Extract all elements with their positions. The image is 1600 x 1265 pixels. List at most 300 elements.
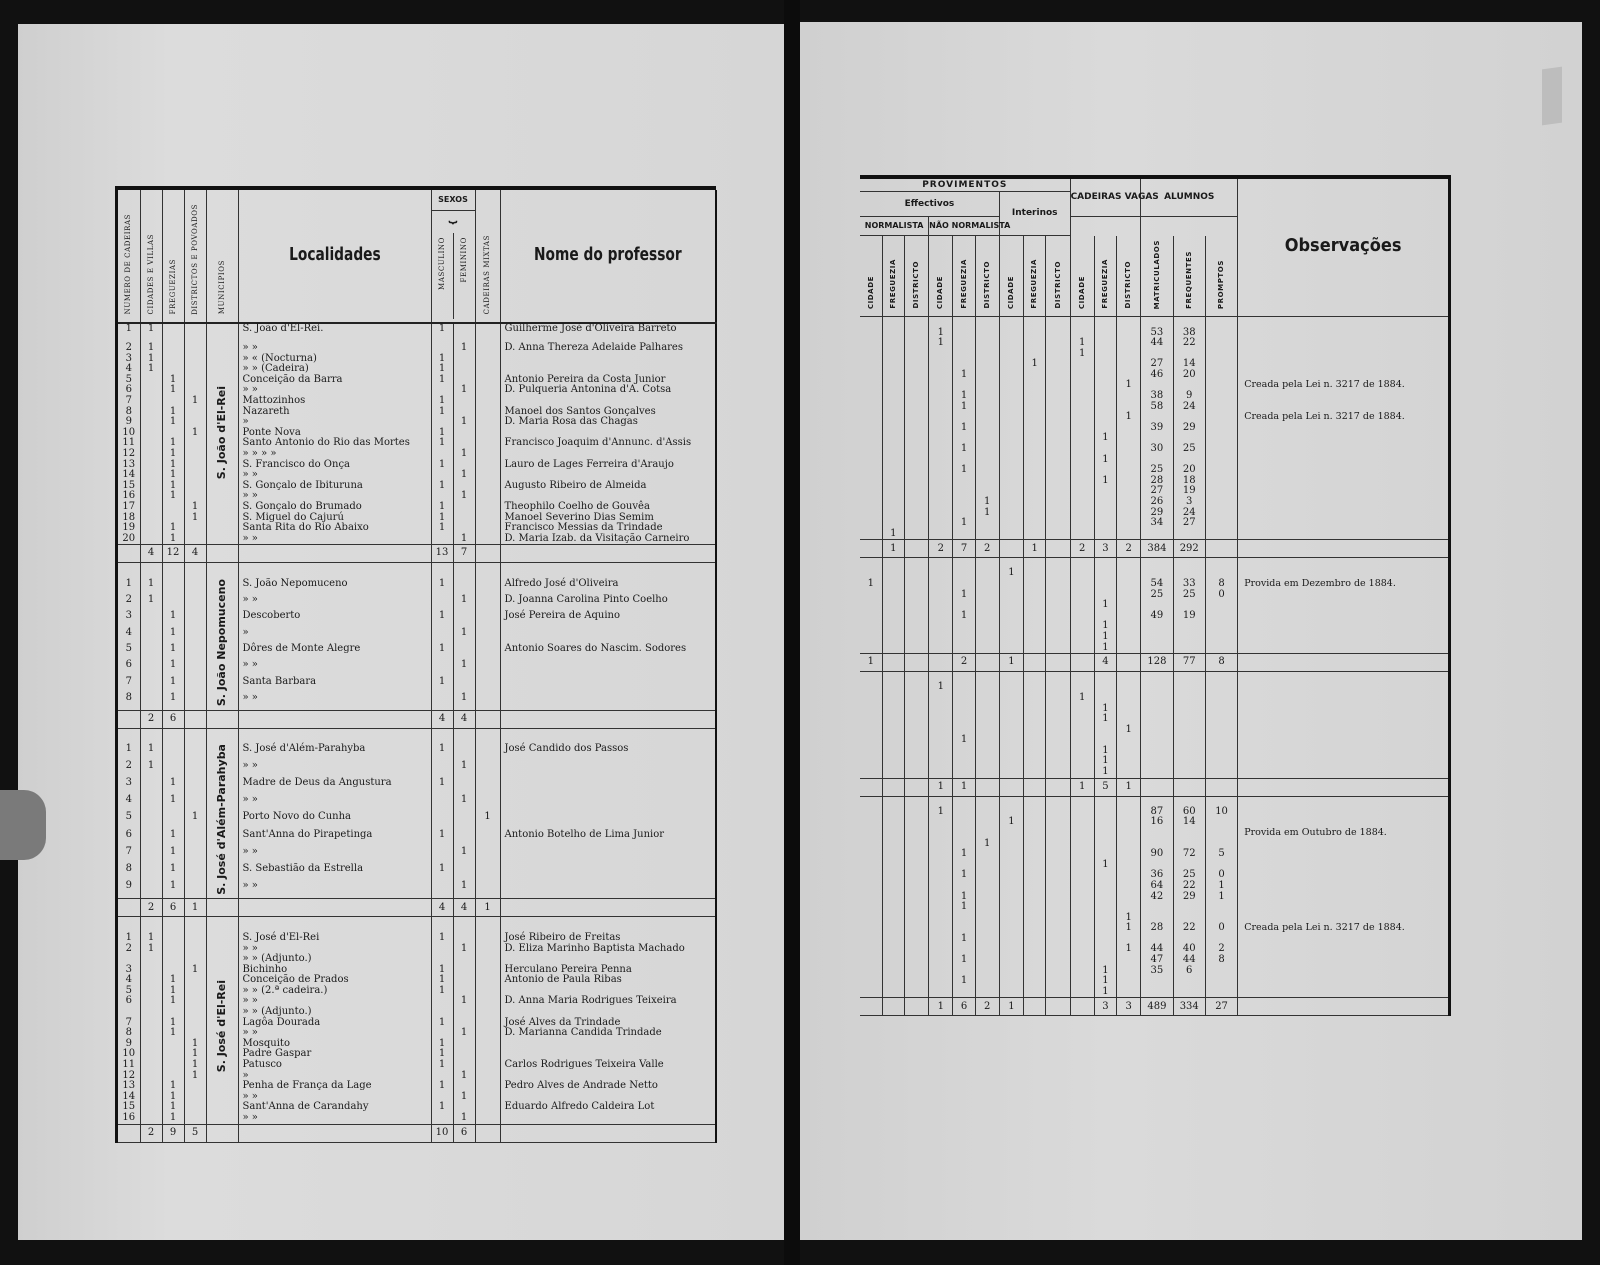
- count-cell: [1117, 621, 1141, 632]
- table-row: [860, 529, 1448, 540]
- count-cell: 1: [1117, 725, 1141, 736]
- cadeira-number: 14: [118, 1092, 140, 1103]
- count-cell: [1173, 746, 1205, 757]
- count-cell: 1: [953, 590, 975, 601]
- masculino-count: 1: [431, 354, 453, 365]
- count-cell: [860, 746, 882, 757]
- districto-count: [184, 523, 206, 534]
- count-cell: [882, 767, 904, 778]
- localidade-name: » » » »: [238, 449, 431, 460]
- count-cell: [1070, 934, 1094, 945]
- count-cell: 1: [999, 568, 1023, 579]
- count-cell: 36: [1141, 870, 1173, 881]
- group-total: [860, 540, 882, 558]
- count-cell: [1070, 987, 1094, 998]
- subheader-freguezia: FREGUEZIA: [889, 259, 898, 309]
- count-cell: 1: [953, 892, 975, 903]
- count-cell: [1046, 568, 1070, 579]
- professor-name: [500, 812, 716, 829]
- masculino-count: 1: [431, 579, 453, 595]
- count-cell: [1205, 976, 1237, 987]
- count-cell: [1024, 412, 1046, 423]
- count-cell: [882, 955, 904, 966]
- localidade-name: » »: [238, 595, 431, 611]
- cidade-count: 1: [140, 933, 162, 944]
- count-cell: [860, 704, 882, 715]
- count-cell: [1117, 955, 1141, 966]
- count-cell: [1046, 923, 1070, 934]
- count-cell: 27: [1141, 359, 1173, 370]
- group-total: 489: [1141, 998, 1173, 1016]
- freguezia-count: [162, 323, 184, 343]
- count-cell: [1205, 902, 1237, 913]
- observacao-note: [1238, 714, 1448, 725]
- count-cell: [975, 817, 999, 828]
- group-total: 3: [1094, 540, 1116, 558]
- count-cell: [860, 621, 882, 632]
- count-cell: [1117, 590, 1141, 601]
- count-cell: [904, 391, 928, 402]
- count-cell: [1046, 643, 1070, 654]
- count-cell: [1046, 579, 1070, 590]
- observacao-note: [1238, 444, 1448, 455]
- count-cell: [904, 621, 928, 632]
- professor-name: [500, 795, 716, 812]
- count-cell: 1: [975, 508, 999, 519]
- freguezia-count: 1: [162, 975, 184, 986]
- group-total: 1: [860, 654, 882, 672]
- masculino-count: [431, 1113, 453, 1124]
- group-total: [882, 778, 904, 796]
- cidade-count: [140, 1049, 162, 1060]
- header-provimentos: PROVIMENTOS: [860, 179, 1070, 192]
- masculino-count: 1: [431, 428, 453, 439]
- cidade-count: [140, 1060, 162, 1071]
- count-cell: [1046, 913, 1070, 924]
- feminino-count: [453, 1039, 475, 1050]
- count-cell: [1173, 643, 1205, 654]
- districto-count: [184, 323, 206, 343]
- mixta-count: [475, 1007, 500, 1018]
- count-cell: [1024, 590, 1046, 601]
- observacao-note: [1238, 849, 1448, 860]
- feminino-count: 1: [453, 417, 475, 428]
- count-cell: [860, 486, 882, 497]
- count-cell: 29: [1173, 423, 1205, 434]
- count-cell: [953, 643, 975, 654]
- freguezia-count: 1: [162, 830, 184, 847]
- count-cell: [953, 881, 975, 892]
- count-cell: [953, 767, 975, 778]
- count-cell: [999, 704, 1023, 715]
- freguezia-count: 1: [162, 385, 184, 396]
- group-total: 2: [1117, 540, 1141, 558]
- professor-name: [500, 1113, 716, 1124]
- count-cell: [1024, 568, 1046, 579]
- count-cell: [929, 380, 953, 391]
- count-cell: [860, 380, 882, 391]
- masculino-count: 1: [431, 864, 453, 881]
- count-cell: [1173, 529, 1205, 540]
- count-cell: [1094, 870, 1116, 881]
- count-cell: [1205, 756, 1237, 767]
- districto-count: [184, 579, 206, 595]
- count-cell: 29: [1173, 892, 1205, 903]
- count-cell: [929, 944, 953, 955]
- mixta-count: [475, 944, 500, 955]
- cidade-count: [140, 693, 162, 710]
- count-cell: [929, 412, 953, 423]
- count-cell: [999, 621, 1023, 632]
- cadeira-number: 7: [118, 1018, 140, 1029]
- group-total: 12: [162, 545, 184, 563]
- count-cell: 1: [1094, 632, 1116, 643]
- count-cell: 1: [1117, 923, 1141, 934]
- count-cell: [975, 746, 999, 757]
- count-cell: [1094, 881, 1116, 892]
- count-cell: 1: [953, 955, 975, 966]
- count-cell: [999, 590, 1023, 601]
- group-total: 3: [1094, 998, 1116, 1016]
- count-cell: [1117, 391, 1141, 402]
- count-cell: [929, 817, 953, 828]
- professor-name: [500, 693, 716, 710]
- count-cell: [882, 579, 904, 590]
- count-cell: 1: [953, 976, 975, 987]
- table-row: [860, 892, 1448, 903]
- count-cell: [1205, 328, 1237, 339]
- count-cell: [860, 433, 882, 444]
- professor-name: D. Joanna Carolina Pinto Coelho: [500, 595, 716, 611]
- mixta-count: [475, 864, 500, 881]
- count-cell: [904, 359, 928, 370]
- group-total: 77: [1173, 654, 1205, 672]
- count-cell: [1046, 944, 1070, 955]
- count-cell: [1117, 579, 1141, 590]
- cadeira-number: 8: [118, 864, 140, 881]
- count-cell: [975, 391, 999, 402]
- count-cell: [882, 870, 904, 881]
- count-cell: [999, 870, 1023, 881]
- count-cell: [882, 735, 904, 746]
- districto-count: [184, 944, 206, 955]
- count-cell: [975, 913, 999, 924]
- count-cell: [882, 892, 904, 903]
- group-total: 292: [1173, 540, 1205, 558]
- count-cell: [860, 444, 882, 455]
- feminino-count: 1: [453, 628, 475, 644]
- count-cell: [882, 860, 904, 871]
- count-cell: [975, 380, 999, 391]
- header-nao-normalista: NÃO NORMALISTA: [929, 217, 1000, 236]
- count-cell: [999, 508, 1023, 519]
- group-total: [500, 1124, 716, 1142]
- count-cell: [904, 714, 928, 725]
- table-row: [860, 632, 1448, 643]
- freguezia-count: 1: [162, 438, 184, 449]
- count-cell: [929, 590, 953, 601]
- count-cell: [1070, 412, 1094, 423]
- count-cell: [882, 693, 904, 704]
- count-cell: [1173, 632, 1205, 643]
- professor-name: Manoel dos Santos Gonçalves: [500, 407, 716, 418]
- observacao-note: [1238, 433, 1448, 444]
- count-cell: [1024, 870, 1046, 881]
- count-cell: 1: [953, 518, 975, 529]
- count-cell: [860, 338, 882, 349]
- observacao-note: [1238, 756, 1448, 767]
- mixta-count: [475, 1092, 500, 1103]
- group-total: 6: [162, 899, 184, 917]
- count-cell: [882, 756, 904, 767]
- count-cell: [1205, 476, 1237, 487]
- count-cell: 25: [1173, 870, 1205, 881]
- count-cell: [999, 497, 1023, 508]
- count-cell: [975, 944, 999, 955]
- count-cell: [975, 465, 999, 476]
- count-cell: [1024, 632, 1046, 643]
- count-cell: [1117, 600, 1141, 611]
- count-cell: [1205, 359, 1237, 370]
- professor-name: Herculano Pereira Penna: [500, 965, 716, 976]
- subheader-freguezia: FREGUEZIA: [959, 259, 968, 309]
- count-cell: [1205, 433, 1237, 444]
- count-cell: [975, 529, 999, 540]
- count-cell: [929, 849, 953, 860]
- group-total: [475, 710, 500, 728]
- mixta-count: [475, 470, 500, 481]
- count-cell: [882, 881, 904, 892]
- count-cell: [1117, 529, 1141, 540]
- count-cell: [882, 508, 904, 519]
- count-cell: [1046, 600, 1070, 611]
- group-total: 27: [1205, 998, 1237, 1016]
- count-cell: [1205, 380, 1237, 391]
- masculino-count: 1: [431, 1102, 453, 1113]
- subheader-freguezia: FREGUEZIA: [1030, 259, 1039, 309]
- feminino-count: 1: [453, 881, 475, 899]
- count-cell: [1205, 370, 1237, 381]
- count-cell: [1024, 600, 1046, 611]
- freguezia-count: 1: [162, 407, 184, 418]
- count-cell: [904, 568, 928, 579]
- municipio-label: S. José d'Além-Parahyba: [214, 744, 228, 895]
- districto-count: [184, 534, 206, 545]
- count-cell: [1094, 944, 1116, 955]
- group-total: 128: [1141, 654, 1173, 672]
- cidade-count: 1: [140, 354, 162, 365]
- observacao-note: [1238, 934, 1448, 945]
- professor-name: Francisco Messias da Trindade: [500, 523, 716, 534]
- professor-name: [500, 396, 716, 407]
- count-cell: [929, 693, 953, 704]
- count-cell: 47: [1141, 955, 1173, 966]
- count-cell: [1070, 767, 1094, 778]
- count-cell: [929, 746, 953, 757]
- count-cell: [999, 370, 1023, 381]
- cadeira-number: 3: [118, 611, 140, 627]
- observacao-note: [1238, 987, 1448, 998]
- count-cell: [860, 849, 882, 860]
- masculino-count: [431, 795, 453, 812]
- freguezia-count: 1: [162, 996, 184, 1007]
- count-cell: [882, 611, 904, 622]
- masculino-count: 1: [431, 1039, 453, 1050]
- group-total: [860, 778, 882, 796]
- count-cell: [1205, 611, 1237, 622]
- mixta-count: [475, 1018, 500, 1029]
- count-cell: [904, 746, 928, 757]
- cadeira-number: 9: [118, 881, 140, 899]
- count-cell: [953, 682, 975, 693]
- masculino-count: [431, 693, 453, 710]
- count-cell: [999, 923, 1023, 934]
- count-cell: [929, 444, 953, 455]
- header-numero: [118, 190, 140, 323]
- localidade-name: S. Francisco do Onça: [238, 460, 431, 471]
- cidade-count: [140, 1039, 162, 1050]
- count-cell: [1117, 756, 1141, 767]
- count-cell: [1046, 590, 1070, 601]
- group-total: [1238, 998, 1448, 1016]
- count-cell: [1117, 735, 1141, 746]
- count-cell: [999, 338, 1023, 349]
- localidade-name: S. Gonçalo do Brumado: [238, 502, 431, 513]
- count-cell: [975, 338, 999, 349]
- count-cell: [975, 828, 999, 839]
- count-cell: [953, 349, 975, 360]
- count-cell: [999, 966, 1023, 977]
- count-cell: [1070, 643, 1094, 654]
- table-row: [860, 966, 1448, 977]
- mixta-count: [475, 534, 500, 545]
- count-cell: [1046, 860, 1070, 871]
- header-mixtas: CADEIRAS MIXTAS: [483, 235, 492, 315]
- group-total: 3: [1117, 998, 1141, 1016]
- count-cell: [860, 934, 882, 945]
- table-row: [860, 923, 1448, 934]
- subheader-districto: DISTRICTO: [982, 261, 991, 309]
- count-cell: [882, 380, 904, 391]
- freguezia-count: [162, 1060, 184, 1071]
- count-cell: 1: [1094, 455, 1116, 466]
- header-observacoes: Observações: [1284, 234, 1402, 256]
- count-cell: [1141, 714, 1173, 725]
- table-row: [860, 849, 1448, 860]
- count-cell: [1046, 621, 1070, 632]
- cadeira-number: 1: [118, 579, 140, 595]
- count-cell: [1070, 860, 1094, 871]
- count-cell: [999, 693, 1023, 704]
- observacao-note: [1238, 735, 1448, 746]
- cadeira-number: 16: [118, 1113, 140, 1124]
- count-cell: [1117, 860, 1141, 871]
- count-cell: 1: [953, 849, 975, 860]
- cadeira-number: 8: [118, 407, 140, 418]
- districto-count: 1: [184, 396, 206, 407]
- count-cell: [1024, 839, 1046, 850]
- districto-count: 1: [184, 428, 206, 439]
- count-cell: [975, 892, 999, 903]
- professor-name: D. Marianna Candida Trindade: [500, 1028, 716, 1039]
- count-cell: 8: [1205, 955, 1237, 966]
- count-cell: [999, 476, 1023, 487]
- count-cell: [999, 444, 1023, 455]
- count-cell: 1: [999, 817, 1023, 828]
- count-cell: [1070, 955, 1094, 966]
- count-cell: [1046, 338, 1070, 349]
- count-cell: 10: [1205, 807, 1237, 818]
- districto-count: [184, 864, 206, 881]
- districto-count: [184, 438, 206, 449]
- professor-name: [500, 864, 716, 881]
- count-cell: 40: [1173, 944, 1205, 955]
- mixta-count: [475, 375, 500, 386]
- count-cell: [929, 892, 953, 903]
- cidade-count: [140, 396, 162, 407]
- freguezia-count: 1: [162, 1113, 184, 1124]
- cidade-count: [140, 1018, 162, 1029]
- count-cell: [1024, 693, 1046, 704]
- districto-count: [184, 778, 206, 795]
- table-row: [860, 693, 1448, 704]
- observacao-note: [1238, 704, 1448, 715]
- header-cidades-label: CIDADES E VILLAS: [146, 233, 155, 315]
- mixta-count: [475, 513, 500, 524]
- feminino-count: [453, 364, 475, 375]
- count-cell: [1205, 682, 1237, 693]
- count-cell: [1070, 508, 1094, 519]
- districto-count: [184, 1092, 206, 1103]
- count-cell: [1070, 923, 1094, 934]
- localidade-name: Conceição da Barra: [238, 375, 431, 386]
- observacao-note: [1238, 476, 1448, 487]
- count-cell: [904, 756, 928, 767]
- observacao-note: [1238, 508, 1448, 519]
- count-cell: [1205, 966, 1237, 977]
- group-total: [1205, 540, 1237, 558]
- right-table-frame: [860, 175, 1451, 1016]
- professor-name: Guilherme José d'Oliveira Barreto: [500, 323, 716, 343]
- count-cell: [1024, 828, 1046, 839]
- count-cell: [882, 913, 904, 924]
- feminino-count: [453, 502, 475, 513]
- count-cell: 16: [1141, 817, 1173, 828]
- count-cell: 49: [1141, 611, 1173, 622]
- count-cell: [1117, 486, 1141, 497]
- count-cell: [1094, 497, 1116, 508]
- mixta-count: [475, 449, 500, 460]
- count-cell: [999, 828, 1023, 839]
- count-cell: [860, 497, 882, 508]
- count-cell: [1024, 892, 1046, 903]
- group-total: 6: [453, 1124, 475, 1142]
- cidade-count: [140, 407, 162, 418]
- observacao-note: [1238, 693, 1448, 704]
- count-cell: 64: [1141, 881, 1173, 892]
- count-cell: [1046, 849, 1070, 860]
- count-cell: [1046, 508, 1070, 519]
- freguezia-count: 1: [162, 1081, 184, 1092]
- count-cell: [1205, 987, 1237, 998]
- subheader-matriculados: MATRICULADOS: [1152, 239, 1161, 309]
- feminino-count: 1: [453, 470, 475, 481]
- subheader-promptos: PROMPTOS: [1217, 259, 1226, 309]
- count-cell: [1205, 704, 1237, 715]
- count-cell: 35: [1141, 966, 1173, 977]
- group-total: 4: [431, 710, 453, 728]
- cidade-count: 1: [140, 761, 162, 778]
